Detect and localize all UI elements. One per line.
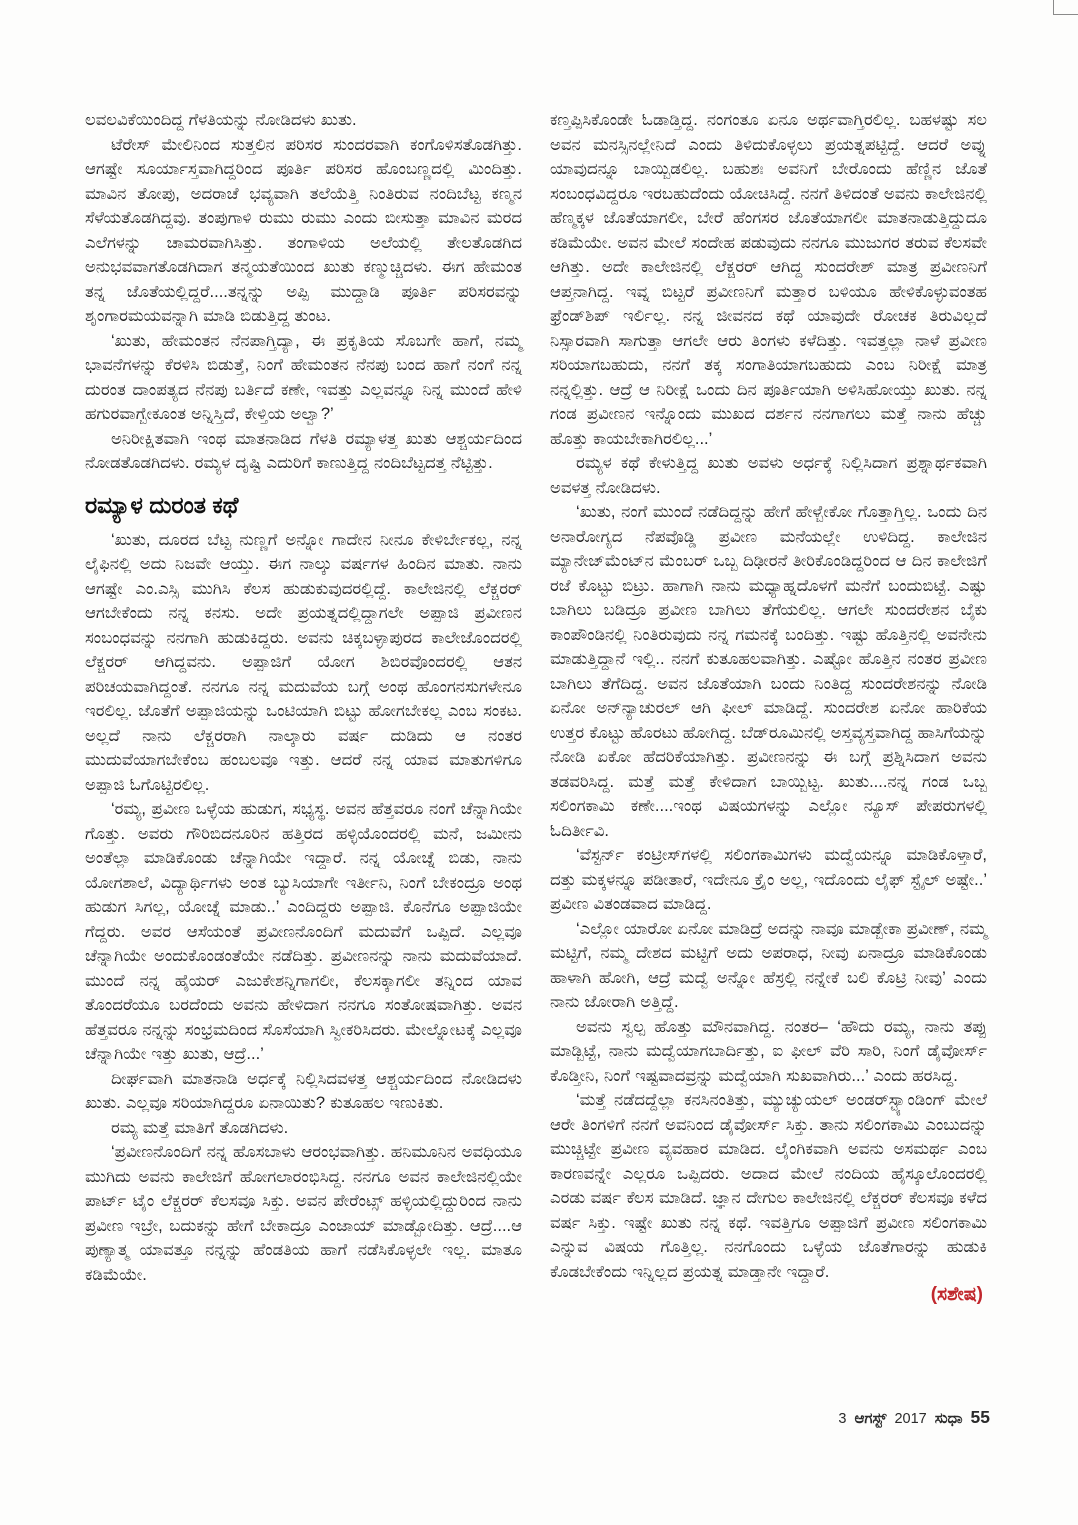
paragraph: ಲವಲವಿಕೆಯಿಂದಿದ್ದ ಗೆಳತಿಯನ್ನು ನೋಡಿದಳು ಖುತು. [85, 111, 357, 129]
footer-page-number: 55 [970, 1407, 990, 1427]
paragraph: ಟೆರೇಸ್ ಮೇಲಿನಿಂದ ಸುತ್ತಲಿನ ಪರಿಸರ ಸುಂದರವಾಗಿ ಕಂಗೊಳಿಸತೊಡಗಿತ್ತು. ಆಗಷ್ಟೇ ಸೂರ್ಯಾಸ್ತವಾಗಿದ್ದರಿಂದ ಪೂರ್ತಿ ಪರಿಸರ ಹೊಂಬಣ್ಣದಲ್ಲಿ ಮಿಂದಿತ್ತು. ಮಾವಿನ ತೋಪು, ಅದರಾಚೆ ಭವ್ಯವಾಗಿ ತಲೆಯೆತ್ತಿ ನಿಂತಿರುವ ನಂದಿಬೆಟ್ಟ ಕಣ್ಮನ ಸೆಳೆಯತೊಡಗಿದ್ದವು. ತಂಪುಗಾಳಿ ರುಮು ರುಮು ಎಂದು ಬೀಸುತ್ತಾ ಮಾವಿನ ಮರದ ಎಲೆಗಳನ್ನು ಚಾಮರವಾಗಿಸಿತ್ತು. ತಂಗಾಳಿಯ ಅಲೆಯಲ್ಲಿ ತೇಲತೊಡಗಿದ ಅನುಭವವಾಗತೊಡಗಿದಾಗ ತನ್ಮಯತೆಯಿಂದ ಖುತು ಕಣ್ಮುಚ್ಚಿದಳು. ಈಗ ಹೇಮಂತ ತನ್ನ ಜೊತೆಯಲ್ಲಿದ್ದರೆ....ತನ್ನನ್ನು ಅಪ್ಪಿ ಮುದ್ದಾಡಿ ಪೂರ್ತಿ ಪರಿಸರವನ್ನು ಶೃಂಗಾರಮಯವನ್ನಾಗಿ ಮಾಡಿ ಬಿಡುತ್ತಿದ್ದ ತುಂಟ. [85, 135, 522, 325]
corner-crop-mark [1053, 0, 1078, 15]
section-heading: ರಮ್ಯಾಳ ದುರಂತ ಕಥೆ [85, 491, 239, 518]
left-column-bottom-paragraphs [85, 528, 522, 1288]
paragraph: ‘ಎಲ್ಲೋ ಯಾರೋ ಏನೋ ಮಾಡಿದ್ರೆ ಅದನ್ನು ನಾವೂ ಮಾಡ್ಬೇಕಾ ಪ್ರವೀಣ್, ನಮ್ಮ ಮಟ್ಟಿಗೆ, ನಮ್ಮ ದೇಶದ ಮಟ್ಟಿಗೆ ಅದು ಅಪರಾಧ, ನೀವು ಏನಾದ್ರೂ ಮಾಡಿಕೊಂಡು ಹಾಳಾಗಿ ಹೋಗಿ, ಆದ್ರೆ ಮದ್ವೆ ಅನ್ನೋ ಹೆಸ್ರಲ್ಲಿ ನನ್ನೇಕೆ ಬಲಿ ಕೊಟ್ರಿ ನೀವು’ ಎಂದು ನಾನು ಜೋರಾಗಿ ಅತ್ತಿದ್ದೆ. [550, 919, 987, 1011]
paragraph: ಅವನು ಸ್ವಲ್ಪ ಹೊತ್ತು ಮೌನವಾಗಿದ್ದ. ನಂತರ– ‘ಹೌದು ರಮ್ಯ, ನಾನು ತಪ್ಪು ಮಾಡ್ಬಿಟ್ಟೆ, ನಾನು ಮದ್ವೆಯಾಗಬಾರ್ದಿತ್ತು, ಐ ಫೀಲ್ ವೆರಿ ಸಾರಿ, ನಿಂಗೆ ಡೈವೋರ್ಸ್ ಕೊಡ್ತೀನಿ, ನಿಂಗೆ ಇಷ್ಟವಾದವ್ರನ್ನು ಮದ್ವೆಯಾಗಿ ಸುಖವಾಗಿರು...’ ಎಂದು ಹರಸಿದ್ದ. [550, 1017, 987, 1085]
paragraph: ‘ಖುತು, ಹೇಮಂತನ ನೆನಪಾಗ್ತಿದ್ಯಾ, ಈ ಪ್ರಕೃತಿಯ ಸೊಬಗೇ ಹಾಗೆ, ನಮ್ಮ ಭಾವನೆಗಳನ್ನು ಕೆರಳಿಸಿ ಬಿಡುತ್ತೆ, ನಿಂಗೆ ಹೇಮಂತನ ನೆನಪು ಬಂದ ಹಾಗೆ ನಂಗೆ ನನ್ನ ದುರಂತ ದಾಂಪತ್ಯದ ನೆನಪು ಬರ್ತಿದೆ ಕಣೇ, ಇವತ್ತು ಎಲ್ಲವನ್ನೂ ನಿನ್ನ ಮುಂದೆ ಹೇಳಿ ಹಗುರವಾಗ್ಬೇಕೂಂತ ಅನ್ನಿಸ್ತಿದೆ, ಕೇಳ್ತಿಯ ಅಲ್ವಾ?’ [85, 331, 522, 423]
paragraph: ‘ಖುತು, ದೂರದ ಬೆಟ್ಟ ನುಣ್ಣಗೆ ಅನ್ನೋ ಗಾದೇನ ನೀನೂ ಕೇಳಿರ್ಬೇಕಲ್ಲ, ನನ್ನ ಲೈಫಿನಲ್ಲಿ ಅದು ನಿಜವೇ ಆಯ್ತು. ಈಗ ನಾಲ್ಕು ವರ್ಷಗಳ ಹಿಂದಿನ ಮಾತು. ನಾನು ಆಗಷ್ಟೇ ಎಂ.ಎಸ್ಸಿ ಮುಗಿಸಿ ಕೆಲಸ ಹುಡುಕುವುದರಲ್ಲಿದ್ದೆ. ಕಾಲೇಜಿನಲ್ಲಿ ಲೆಕ್ಚರರ್ ಆಗಬೇಕೆಂದು ನನ್ನ ಕನಸು. ಅದೇ ಪ್ರಯತ್ನದಲ್ಲಿದ್ದಾಗಲೇ ಅಪ್ಪಾಜಿ ಪ್ರವೀಣನ ಸಂಬಂಧವನ್ನು ನನಗಾಗಿ ಹುಡುಕಿದ್ದರು. ಅವನು ಚಿಕ್ಕಬಳ್ಳಾಪುರದ ಕಾಲೇಜೊಂದರಲ್ಲಿ ಲೆಕ್ಚರರ್ ಆಗಿದ್ದವನು. ಅಪ್ಪಾಜಿಗೆ ಯೋಗ ಶಿಬಿರವೊಂದರಲ್ಲಿ ಆತನ ಪರಿಚಯವಾಗಿದ್ದಂತೆ. ನನಗೂ ನನ್ನ ಮದುವೆಯ ಬಗ್ಗೆ ಅಂಥ ಹೊಂಗನಸುಗಳೇನೂ ಇರಲಿಲ್ಲ. ಜೊತೆಗೆ ಅಪ್ಪಾಜಿಯನ್ನು ಒಂಟಿಯಾಗಿ ಬಿಟ್ಟು ಹೋಗಬೇಕಲ್ಲ ಎಂಬ ಸಂಕಟ. ಅಲ್ಲದೆ ನಾನು ಲೆಕ್ಚರರಾಗಿ ನಾಲ್ಕಾರು ವರ್ಷ ದುಡಿದು ಆ ನಂತರ ಮುದುವೆಯಾಗಬೇಕೆಂಬ ಹಂಬಲವೂ ಇತ್ತು. ಆದರೆ ನನ್ನ ಯಾವ ಮಾತುಗಳಿಗೂ ಅಪ್ಪಾಜಿ ಓಗೊಟ್ಟಿರಲಿಲ್ಲ. [85, 530, 522, 794]
paragraph: ದೀರ್ಘವಾಗಿ ಮಾತನಾಡಿ ಅರ್ಧಕ್ಕೆ ನಿಲ್ಲಿಸಿದವಳತ್ತ ಆಶ್ಚರ್ಯದಿಂದ ನೋಡಿದಳು ಖುತು. ಎಲ್ಲವೂ ಸರಿಯಾಗಿದ್ದರೂ ಏನಾಯಿತು? ಕುತೂಹಲ ಇಣುಕಿತು. [85, 1069, 522, 1112]
footer-day: 3 [838, 1411, 847, 1427]
paragraph: ‘ರಮ್ಯ, ಪ್ರವೀಣ ಒಳ್ಳೆಯ ಹುಡುಗ, ಸಭ್ಯಸ್ಥ. ಅವನ ಹೆತ್ತವರೂ ನಂಗೆ ಚೆನ್ನಾಗಿಯೇ ಗೊತ್ತು. ಅವರು ಗೌರಿಬಿದನೂರಿನ ಹತ್ತಿರದ ಹಳ್ಳಿಯೊಂದರಲ್ಲಿ ಮನೆ, ಜಮೀನು ಅಂತೆಲ್ಲಾ ಮಾಡಿಕೊಂಡು ಚೆನ್ನಾಗಿಯೇ ಇದ್ದಾರೆ. ನನ್ನ ಯೋಚ್ನೆ ಬಿಡು, ನಾನು ಯೋಗಶಾಲೆ, ವಿದ್ಯಾರ್ಥಿಗಳು ಅಂತ ಬ್ಯುಸಿಯಾಗೇ ಇರ್ತೀನಿ, ನಿಂಗೆ ಬೇಕಂದ್ರೂ ಅಂಥ ಹುಡುಗ ಸಿಗಲ್ಲ, ಯೋಚ್ನೆ ಮಾಡು..’ ಎಂದಿದ್ದರು ಅಪ್ಪಾಜಿ. ಕೊನೆಗೂ ಅಪ್ಪಾಜಿಯೇ ಗೆದ್ದರು. ಅವರ ಆಸೆಯಂತೆ ಪ್ರವೀಣನೊಂದಿಗೆ ಮದುವೆಗೆ ಒಪ್ಪಿದೆ. ಎಲ್ಲವೂ ಚೆನ್ನಾಗಿಯೇ ಅಂದುಕೊಂಡಂತೆಯೇ ನಡೆದಿತ್ತು. ಪ್ರವೀಣನನ್ನು ನಾನು ಮದುವೆಯಾದೆ. ಮುಂದೆ ನನ್ನ ಹೈಯರ್ ಎಜುಕೇಶನ್ನಿಗಾಗಲೀ, ಕೆಲಸಕ್ಕಾಗಲೀ ತನ್ನಿಂದ ಯಾವ ತೊಂದರೆಯೂ ಬರದೆಂದು ಅವನು ಹೇಳಿದಾಗ ನನಗೂ ಸಂತೋಷವಾಗಿತ್ತು. ಅವನ ಹೆತ್ತವರೂ ನನ್ನನ್ನು ಸಂಭ್ರಮದಿಂದ ಸೊಸೆಯಾಗಿ ಸ್ವೀಕರಿಸಿದರು. ಮೇಲ್ನೋಟಕ್ಕೆ ಎಲ್ಲವೂ ಚೆನ್ನಾಗಿಯೇ ಇತ್ತು ಖುತು, ಆದ್ರೆ...’ [85, 800, 522, 1063]
continuation-marker: (ಸಶೇಷ) [930, 1284, 983, 1305]
right-column [550, 108, 987, 1306]
footer-magazine-name: ಸುಧಾ [934, 1410, 963, 1427]
paragraph: ರಮ್ಯ ಮತ್ತೆ ಮಾತಿಗೆ ತೊಡಗಿದಳು. [111, 1118, 289, 1137]
footer-month: ಆಗಸ್ಟ್ [854, 1410, 887, 1427]
article-body [85, 108, 987, 1306]
left-column-top-paragraphs [85, 108, 522, 476]
paragraph: ರಮ್ಯಳ ಕಥೆ ಕೇಳುತ್ತಿದ್ದ ಖುತು ಅವಳು ಅರ್ಧಕ್ಕೆ ನಿಲ್ಲಿಸಿದಾಗ ಪ್ರಶ್ನಾರ್ಥಕವಾಗಿ ಅವಳತ್ತ ನೋಡಿದಳು. [550, 454, 987, 497]
footer-year: 2017 [894, 1411, 927, 1427]
right-column-paragraphs [550, 108, 987, 1284]
paragraph: ಕಣ್ತಪ್ಪಿಸಿಕೊಂಡೇ ಓಡಾಡ್ತಿದ್ದ. ನಂಗಂತೂ ಏನೂ ಅರ್ಥವಾಗ್ತಿರಲಿಲ್ಲ. ಬಹಳಷ್ಟು ಸಲ ಅವನ ಮನಸ್ಸಿನಲ್ಲೇನಿದೆ ಎಂದು ತಿಳಿದುಕೊಳ್ಳಲು ಪ್ರಯತ್ನಪಟ್ಟಿದ್ದೆ. ಆದರೆ ಅವ್ನು ಯಾವುದನ್ನೂ ಬಾಯ್ಬಿಡಲಿಲ್ಲ. ಬಹುಶಃ ಅವನಿಗೆ ಬೇರೊಂದು ಹೆಣ್ಣಿನ ಜೊತೆ ಸಂಬಂಧವಿದ್ದರೂ ಇರಬಹುದೆಂದು ಯೋಚಿಸಿದ್ದೆ. ನನಗೆ ತಿಳಿದಂತೆ ಅವನು ಕಾಲೇಜಿನಲ್ಲಿ ಹೆಣ್ಮಕ್ಕಳ ಜೊತೆಯಾಗಲೀ, ಬೇರೆ ಹೆಂಗಸರ ಜೊತೆಯಾಗಲೀ ಮಾತನಾಡುತ್ತಿದ್ದುದೂ ಕಡಿಮೆಯೇ. ಅವನ ಮೇಲೆ ಸಂದೇಹ ಪಡುವುದು ನನಗೂ ಮುಜುಗರ ತರುವ ಕೆಲಸವೇ ಆಗಿತ್ತು. ಅದೇ ಕಾಲೇಜಿನಲ್ಲಿ ಲೆಕ್ಚರರ್ ಆಗಿದ್ದ ಸುಂದರೇಶ್ ಮಾತ್ರ ಪ್ರವೀಣನಿಗೆ ಆಪ್ತನಾಗಿದ್ದ. ಇವ್ನ ಬಿಟ್ಟರೆ ಪ್ರವೀಣನಿಗೆ ಮತ್ತಾರ ಬಳಿಯೂ ಹೇಳಿಕೊಳ್ಳುವಂತಹ ಫ್ರೆಂಡ್‌ಶಿಪ್ ಇರ್ಲಿಲ್ಲ. ನನ್ನ ಜೀವನದ ಕಥೆ ಯಾವುದೇ ರೋಚಕ ತಿರುವಿಲ್ಲದೆ ನಿಸ್ಸಾರವಾಗಿ ಸಾಗುತ್ತಾ ಆಗಲೇ ಆರು ತಿಂಗಳು ಕಳೆದಿತ್ತು. ಇವತ್ತಲ್ಲಾ ನಾಳೆ ಪ್ರವೀಣ ಸರಿಯಾಗಬಹುದು, ನನಗೆ ತಕ್ಕ ಸಂಗಾತಿಯಾಗಬಹುದು ಎಂಬ ನಿರೀಕ್ಷೆ ಮಾತ್ರ ನನ್ನಲ್ಲಿತ್ತು. ಆದ್ರೆ ಆ ನಿರೀಕ್ಷೆ ಒಂದು ದಿನ ಪೂರ್ತಿಯಾಗಿ ಅಳಿಸಿಹೋಯ್ತು ಖುತು. ನನ್ನ ಗಂಡ ಪ್ರವೀಣನ ಇನ್ನೊಂದು ಮುಖದ ದರ್ಶನ ನನಗಾಗಲು ಮತ್ತೆ ನಾನು ಹೆಚ್ಚು ಹೊತ್ತು ಕಾಯಬೇಕಾಗಿರಲಿಲ್ಲ...’ [550, 111, 987, 448]
paragraph: ಅನಿರೀಕ್ಷಿತವಾಗಿ ಇಂಥ ಮಾತನಾಡಿದ ಗೆಳತಿ ರಮ್ಯಾಳತ್ತ ಖುತು ಆಶ್ಚರ್ಯದಿಂದ ನೋಡತೊಡಗಿದಳು. ರಮ್ಯಳ ದೃಷ್ಟಿ ಎದುರಿಗೆ ಕಾಣುತ್ತಿದ್ದ ನಂದಿಬೆಟ್ಟದತ್ತ ನೆಟ್ಟಿತ್ತು. [85, 429, 522, 472]
page-footer [834, 1407, 990, 1428]
paragraph: ‘ಪ್ರವೀಣನೊಂದಿಗೆ ನನ್ನ ಹೊಸಬಾಳು ಆರಂಭವಾಗಿತ್ತು. ಹನಿಮೂನಿನ ಅವಧಿಯೂ ಮುಗಿದು ಅವನು ಕಾಲೇಜಿಗೆ ಹೋಗಲಾರಂಭಿಸಿದ್ದ. ನನಗೂ ಅವನ ಕಾಲೇಜಿನಲ್ಲಿಯೇ ಪಾರ್ಟ್ ಟೈಂ ಲೆಕ್ಚರರ್ ಕೆಲಸವೂ ಸಿಕ್ತು. ಅವನ ಪೇರೆಂಟ್ಸ್ ಹಳ್ಳಿಯಲ್ಲಿದ್ದುರಿಂದ ನಾನು ಪ್ರವೀಣ ಇಬ್ರೇ, ಬದುಕನ್ನು ಹೇಗೆ ಬೇಕಾದ್ರೂ ಎಂಜಾಯ್ ಮಾಡ್ಬೋದಿತ್ತು. ಆದ್ರೆ....ಆ ಪುಣ್ಯಾತ್ಮ ಯಾವತ್ತೂ ನನ್ನನ್ನು ಹೆಂಡತಿಯ ಹಾಗೆ ನಡೆಸಿಕೊಳ್ಳಲೇ ಇಲ್ಲ. ಮಾತೂ ಕಡಿಮೆಯೇ. [85, 1143, 522, 1284]
left-column [85, 108, 522, 1306]
paragraph: ‘ವೆಸ್ಟರ್ನ್ ಕಂಟ್ರೀಸ್‌ಗಳಲ್ಲಿ ಸಲಿಂಗಕಾಮಿಗಳು ಮದ್ವೆಯನ್ನೂ ಮಾಡಿಕೊಳ್ತಾರೆ, ದತ್ತು ಮಕ್ಕಳನ್ನೂ ಪಡೀತಾರೆ, ಇದೇನೂ ಕ್ರೈಂ ಅಲ್ಲ, ಇದೊಂದು ಲೈಫ್ ಸ್ಟೈಲ್ ಅಷ್ಟೇ..’ ಪ್ರವೀಣ ವಿತಂಡವಾದ ಮಾಡಿದ್ದ. [550, 846, 987, 913]
paragraph: ‘ಖುತು, ನಂಗೆ ಮುಂದೆ ನಡೆದಿದ್ದನ್ನು ಹೇಗೆ ಹೇಳ್ಬೇಕೋ ಗೊತ್ತಾಗ್ತಿಲ್ಲ. ಒಂದು ದಿನ ಅನಾರೋಗ್ಯದ ನೆಪವೊಡ್ಡಿ ಪ್ರವೀಣ ಮನೆಯಲ್ಲೇ ಉಳಿದಿದ್ದ. ಕಾಲೇಜಿನ ಮ್ಯಾನೇಜ್‌ಮೆಂಟ್‌ನ ಮೆಂಬರ್ ಒಬ್ಬ ದಿಢೀರನೆ ತೀರಿಕೊಂಡಿದ್ದರಿಂದ ಆ ದಿನ ಕಾಲೇಜಿಗೆ ರಜೆ ಕೊಟ್ಟು ಬಿಟ್ರು. ಹಾಗಾಗಿ ನಾನು ಮಧ್ಯಾಹ್ನದೊಳಗೆ ಮನೆಗೆ ಬಂದುಬಿಟ್ಟೆ. ಎಷ್ಟು ಬಾಗಿಲು ಬಡಿದ್ರೂ ಪ್ರವೀಣ ಬಾಗಿಲು ತೆಗೆಯಲಿಲ್ಲ. ಆಗಲೇ ಸುಂದರೇಶನ ಬೈಕು ಕಾಂಪೌಂಡಿನಲ್ಲಿ ನಿಂತಿರುವುದು ನನ್ನ ಗಮನಕ್ಕೆ ಬಂದಿತ್ತು. ಇಷ್ಟು ಹೊತ್ತಿನಲ್ಲಿ ಅವನೇನು ಮಾಡುತ್ತಿದ್ದಾನೆ ಇಲ್ಲಿ.. ನನಗೆ ಕುತೂಹಲವಾಗಿತ್ತು. ಎಷ್ಟೋ ಹೊತ್ತಿನ ನಂತರ ಪ್ರವೀಣ ಬಾಗಿಲು ತೆಗೆದಿದ್ದ. ಅವನ ಜೊತೆಯಾಗಿ ಬಂದು ನಿಂತಿದ್ದ ಸುಂದರೇಶನನ್ನು ನೋಡಿ ಏನೋ ಅನ್‌ನ್ಯಾಚುರಲ್ ಆಗಿ ಫೀಲ್ ಮಾಡಿದ್ದೆ. ಸುಂದರೇಶ ಏನೋ ಹಾರಿಕೆಯ ಉತ್ತರ ಕೊಟ್ಟು ಹೊರಟು ಹೋಗಿದ್ದ. ಬೆಡ್‌ರೂಮಿನಲ್ಲಿ ಅಸ್ತವ್ಯಸ್ತವಾಗಿದ್ದ ಹಾಸಿಗೆಯನ್ನು ನೋಡಿ ಏಕೋ ಹೆದರಿಕೆಯಾಗಿತ್ತು. ಪ್ರವೀಣನನ್ನು ಈ ಬಗ್ಗೆ ಪ್ರಶ್ನಿಸಿದಾಗ ಅವನು ತಡವರಿಸಿದ್ದ. ಮತ್ತೆ ಮತ್ತೆ ಕೇಳಿದಾಗ ಬಾಯ್ಬಿಟ್ಟ. ಖುತು....ನನ್ನ ಗಂಡ ಒಬ್ಬ ಸಲಿಂಗಕಾಮಿ ಕಣೇ....ಇಂಥ ವಿಷಯಗಳನ್ನು ಎಲ್ಲೋ ನ್ಯೂಸ್ ಪೇಪರುಗಳಲ್ಲಿ ಓದಿರ್ತೀವಿ. [550, 503, 987, 840]
paragraph: ‘ಮತ್ತೆ ನಡೆದದ್ದೆಲ್ಲಾ ಕನಸಿನಂತಿತ್ತು, ಮ್ಯುಚ್ಯುಯಲ್ ಅಂಡರ್‌ಸ್ಟ್ಯಾಂಡಿಂಗ್ ಮೇಲೆ ಆರೇ ತಿಂಗಳಿಗೆ ನನಗೆ ಅವನಿಂದ ಡೈವೋರ್ಸ್ ಸಿಕ್ತು. ತಾನು ಸಲಿಂಗಕಾಮಿ ಎಂಬುದನ್ನು ಮುಚ್ಚಿಟ್ಟೇ ಪ್ರವೀಣ ವ್ಯವಹಾರ ಮಾಡಿದ. ಲೈಂಗಿಕವಾಗಿ ಅವನು ಅಸಮರ್ಥ ಎಂಬ ಕಾರಣವನ್ನೇ ಎಲ್ಲರೂ ಒಪ್ಪಿದರು. ಅದಾದ ಮೇಲೆ ನಂದಿಯ ಹೈಸ್ಕೂಲೊಂದರಲ್ಲಿ ಎರಡು ವರ್ಷ ಕೆಲಸ ಮಾಡಿದೆ. ಜ್ಞಾನ ದೇಗುಲ ಕಾಲೇಜಿನಲ್ಲಿ ಲೆಕ್ಚರರ್ ಕೆಲಸವೂ ಕಳೆದ ವರ್ಷ ಸಿಕ್ತು. ಇಷ್ಟೇ ಖುತು ನನ್ನ ಕಥೆ. ಇವತ್ತಿಗೂ ಅಪ್ಪಾಜಿಗೆ ಪ್ರವೀಣ ಸಲಿಂಗಕಾಮಿ ಎನ್ನುವ ವಿಷಯ ಗೊತ್ತಿಲ್ಲ. ನನಗೊಂದು ಒಳ್ಳೆಯ ಜೊತೆಗಾರನ್ನು ಹುಡುಕಿ ಕೊಡಬೇಕೆಂದು ಇನ್ನಿಲ್ಲದ ಪ್ರಯತ್ನ ಮಾಡ್ತಾನೇ ಇದ್ದಾರೆ. [550, 1091, 987, 1281]
